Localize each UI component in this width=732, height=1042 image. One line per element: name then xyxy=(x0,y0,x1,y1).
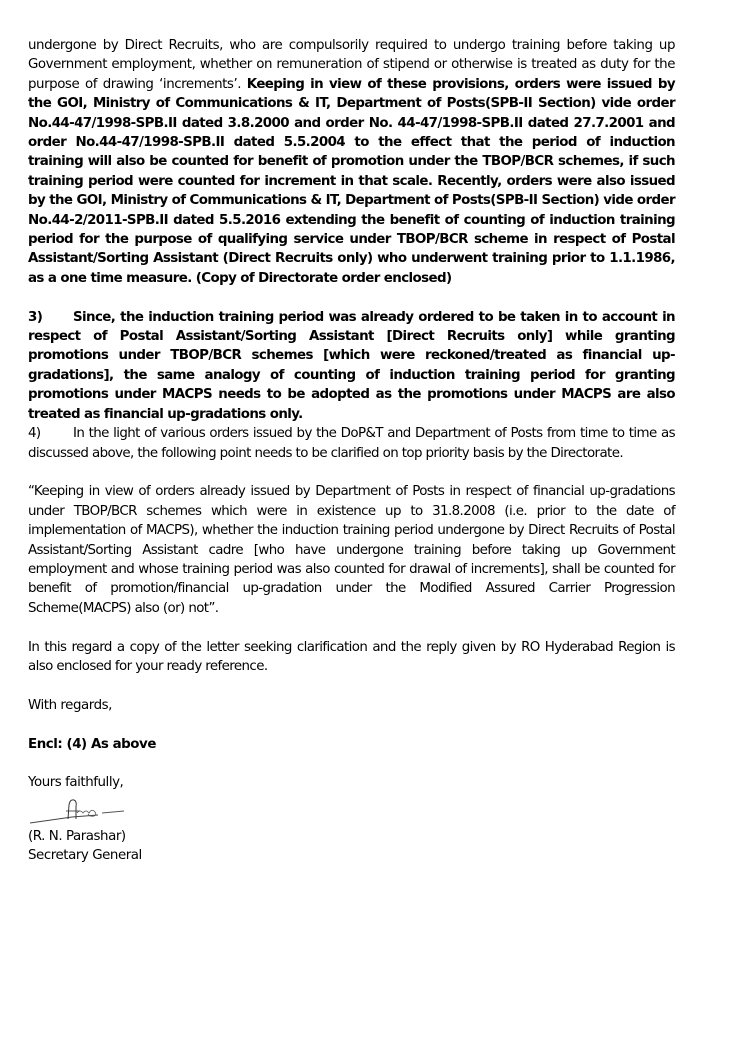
paragraph-4 xyxy=(28,424,675,463)
paragraph-3-number: 3) xyxy=(28,309,43,325)
handwritten-signature-icon xyxy=(28,793,148,827)
closing-line: Yours faithfully, xyxy=(28,775,124,791)
paragraph-3 xyxy=(28,308,675,424)
letter-page xyxy=(28,36,675,866)
signatory-name: (R. N. Parashar) xyxy=(28,828,126,844)
paragraph-4-number: 4) xyxy=(28,426,41,442)
signatory-title: Secretary General xyxy=(28,848,142,864)
paragraph-intro-plain: undergone by Direct Recruits, who are compulsorily required to undergo training before taking up Government employment, whether on remuneration of stipend or otherwise is treated as duty for the purpose of drawing ‘increments’. xyxy=(28,38,675,92)
paragraph-intro xyxy=(28,36,675,288)
spacer xyxy=(28,754,675,773)
paragraph-3-text: Since, the induction training period was already ordered to be taken in to account in respect of Postal Assistant/Sorting Assistant [Direct Recruits only] while granting promotions under TBOP/BCR schemes [which were reckoned/treated as financial up-gradations], the same analogy of counting of induction training period for granting promotions under MACPS needs to be adopted as the promotions under MACPS are also treated as financial up-gradations only. xyxy=(28,309,675,422)
spacer xyxy=(28,618,675,637)
clarification-quote: “Keeping in view of orders already issued by Department of Posts in respect of financial up-gradations under TBOP/BCR schemes which were in existence up to 31.8.2008 (i.e. prior to the date of implementation of MACPS), whether the induction training period undergone by Direct Recruits of Postal Assistant/Sorting Assistant cadre [who have undergone training before taking up Government employment and whose training period was also counted for drawal of increments], shall be counted for benefit of promotion/financial up-gradation under the Modified Assured Carrier Progression Scheme(MACPS) also (or) not”. xyxy=(28,484,675,616)
spacer xyxy=(28,288,675,307)
spacer xyxy=(28,715,675,734)
reference-paragraph: In this regard a copy of the letter seeking clarification and the reply given by RO Hyderabad Region is also enclosed for your ready reference. xyxy=(28,639,675,674)
spacer xyxy=(28,676,675,695)
paragraph-intro-bold: Keeping in view of these provisions, orders were issued by the GOI, Ministry of Communications & IT, Department of Posts(SPB-II Section) vide order No.44-47/1998-SPB.II dated 3.8.2000 and order No. 44-47/1998-SPB.II dated 27.7.2001 and order No.44-47/1998-SPB.II dated 5.5.2004 to the effect that the period of induction training will also be counted for benefit of promotion under the TBOP/BCR schemes, if such training period were counted for increment in that scale. Recently, orders were also issued by the GOI, Ministry of Communications & IT, Department of Posts(SPB-II Section) vide order No.44-2/2011-SPB.II dated 5.5.2016 extending the benefit of counting of induction training period for the purpose of qualifying service under TBOP/BCR scheme in respect of Postal Assistant/Sorting Assistant (Direct Recruits only) who underwent training prior to 1.1.1986, as a one time measure. (Copy of Directorate order enclosed) xyxy=(28,76,675,286)
paragraph-4-text: In the light of various orders issued by the DoP&T and Department of Posts from time to time as discussed above, the following point needs to be clarified on top priority basis by the Directorate. xyxy=(28,426,675,461)
spacer xyxy=(28,463,675,482)
regards-line: With regards, xyxy=(28,697,112,713)
signature xyxy=(28,793,675,827)
enclosure-line: Encl: (4) As above xyxy=(28,736,156,752)
